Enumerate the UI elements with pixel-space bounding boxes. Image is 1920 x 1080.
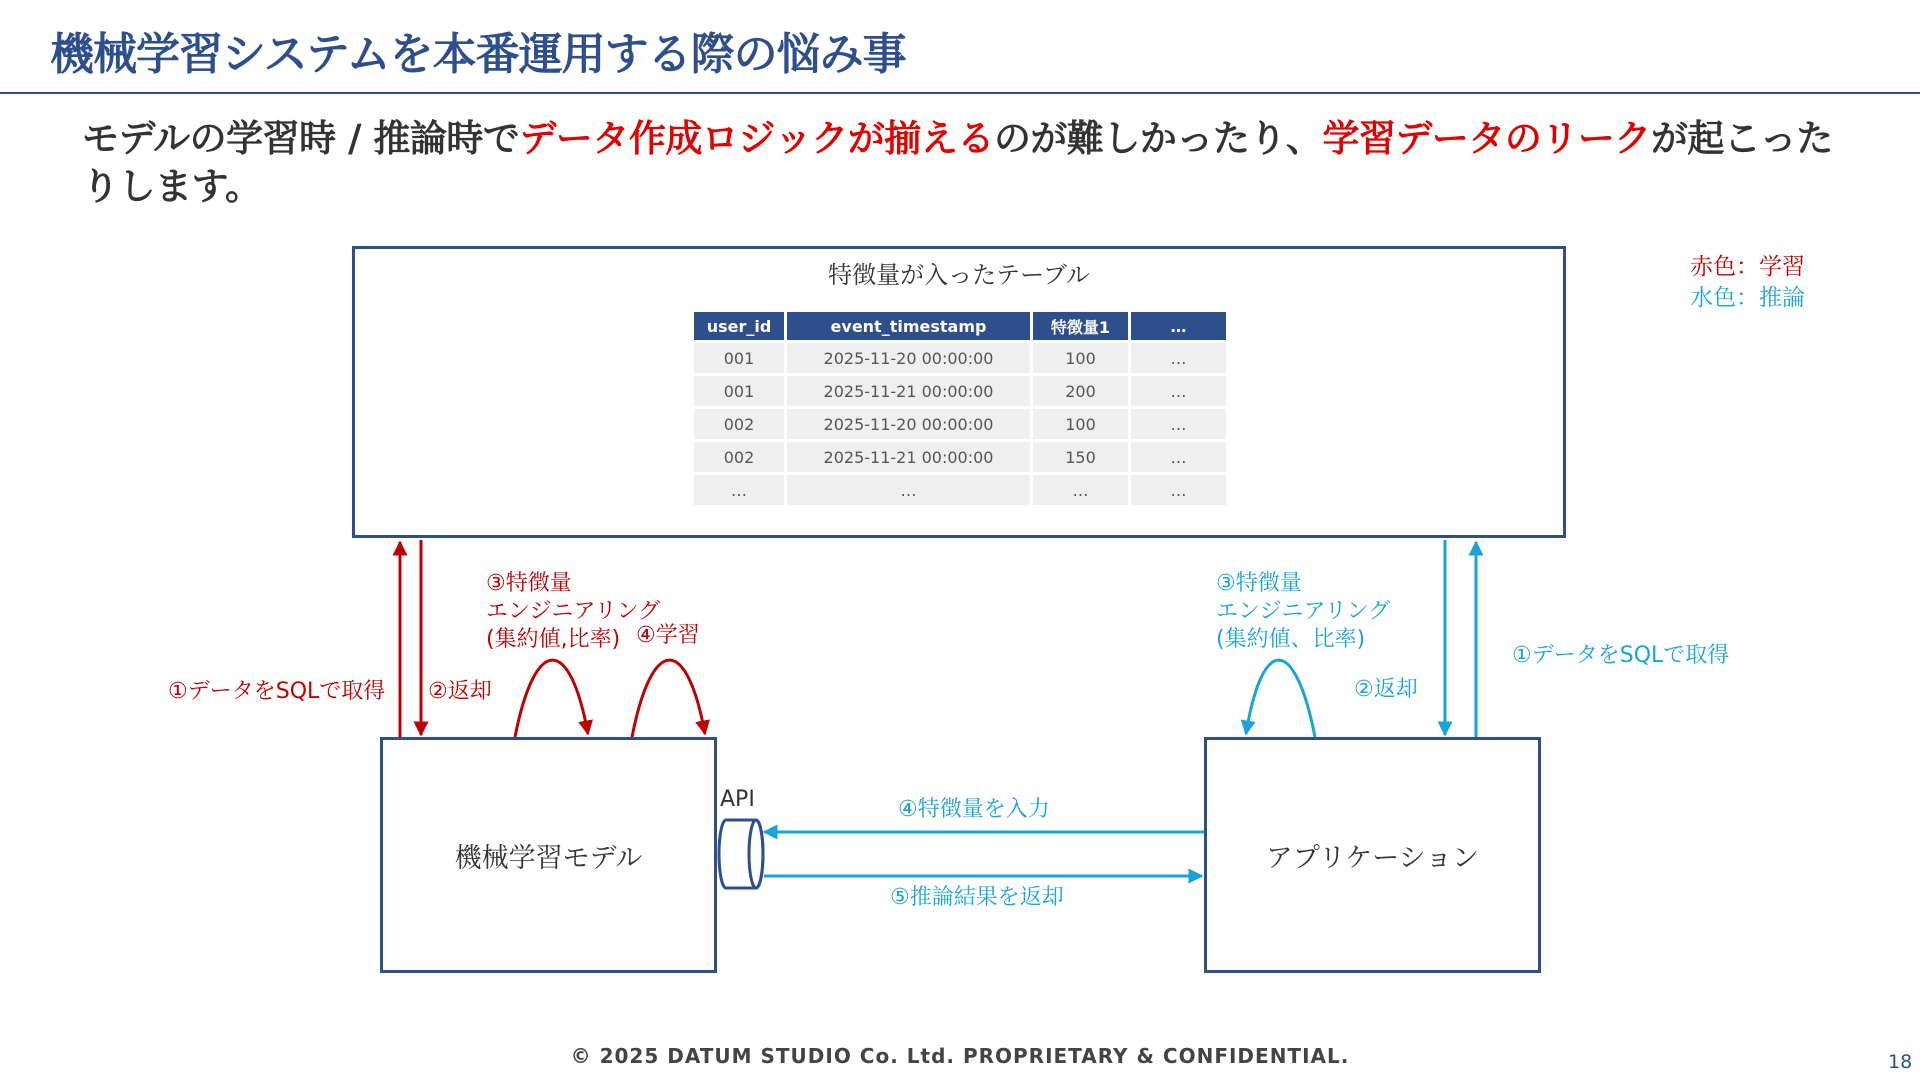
table-cell: 002: [694, 442, 784, 472]
table-cell: 2025-11-20 00:00:00: [787, 409, 1030, 439]
lead-part-2: のが難しかったり、: [993, 117, 1323, 160]
infer-step3-line2: エンジニアリング: [1216, 599, 1391, 624]
table-cell: 001: [694, 343, 784, 373]
ml-model-label: 機械学習モデル: [454, 842, 643, 874]
train-step2-label: ②返却: [428, 679, 492, 704]
lead-highlight-1: データ作成ロジックが揃える: [519, 117, 994, 160]
infer-step4-label: ④特徴量を入力: [898, 797, 1050, 822]
table-cell: 2025-11-21 00:00:00: [787, 442, 1030, 472]
column-header: …: [1131, 312, 1226, 340]
table-cell: 100: [1033, 409, 1128, 439]
table-cell: 001: [694, 376, 784, 406]
api-label: API: [720, 787, 755, 812]
table-cell: 100: [1033, 343, 1128, 373]
copyright-footer: © 2025 DATUM STUDIO Co. Ltd. PROPRIETARY & CONFIDENTIAL.: [570, 1044, 1350, 1068]
train-step3-line3: (集約値,比率): [486, 627, 621, 652]
infer-feature-engineering-loop: [1246, 660, 1315, 737]
table-cell: …: [1131, 442, 1226, 472]
column-header: 特徴量1: [1033, 312, 1128, 340]
table-cell: 002: [694, 409, 784, 439]
train-step3-label: [486, 570, 660, 654]
train-feature-engineering-loop: [515, 660, 588, 737]
table-cell: …: [1131, 376, 1226, 406]
feature-table-caption: 特徴量が入ったテーブル: [828, 261, 1090, 289]
table-cell: …: [1033, 475, 1128, 505]
legend-inference: 水色：推論: [1690, 285, 1805, 311]
api-connector-icon: [719, 820, 763, 888]
ml-model-box: [380, 737, 717, 973]
table-cell: …: [787, 475, 1030, 505]
slide-title: 機械学習システムを本番運用する際の悩み事: [50, 29, 906, 80]
train-step4-label: ④学習: [636, 623, 700, 648]
page-number: 18: [1888, 1051, 1913, 1073]
table-cell: …: [1131, 409, 1226, 439]
lead-part-3: が起こったりします。: [82, 117, 1833, 208]
legend-train: 赤色：学習: [1690, 254, 1805, 280]
table-cell: 2025-11-20 00:00:00: [787, 343, 1030, 373]
column-header: event_timestamp: [787, 312, 1030, 340]
lead-highlight-2: 学習データのリーク: [1322, 117, 1651, 160]
train-step3-line2: エンジニアリング: [486, 599, 661, 624]
train-step3-line1: ③特徴量: [486, 571, 572, 596]
table-cell: 150: [1033, 442, 1128, 472]
table-cell: …: [694, 475, 784, 505]
infer-step2-label: ②返却: [1354, 677, 1418, 702]
infer-step5-label: ⑤推論結果を返却: [890, 885, 1064, 910]
application-box: [1204, 737, 1541, 973]
infer-step3-label: [1216, 570, 1390, 654]
lead-part-1: モデルの学習時 / 推論時で: [82, 117, 520, 160]
infer-step3-line1: ③特徴量: [1216, 571, 1302, 596]
table-cell: …: [1131, 475, 1226, 505]
infer-step1-label: ①データをSQLで取得: [1512, 643, 1730, 668]
table-cell: 2025-11-21 00:00:00: [787, 376, 1030, 406]
column-header: user_id: [694, 312, 784, 340]
train-step1-label: ①データをSQLで取得: [168, 679, 386, 704]
application-label: アプリケーション: [1265, 842, 1480, 874]
table-cell: …: [1131, 343, 1226, 373]
infer-step3-line3: (集約値、比率): [1216, 627, 1366, 652]
table-cell: 200: [1033, 376, 1128, 406]
train-learning-loop: [632, 660, 705, 737]
